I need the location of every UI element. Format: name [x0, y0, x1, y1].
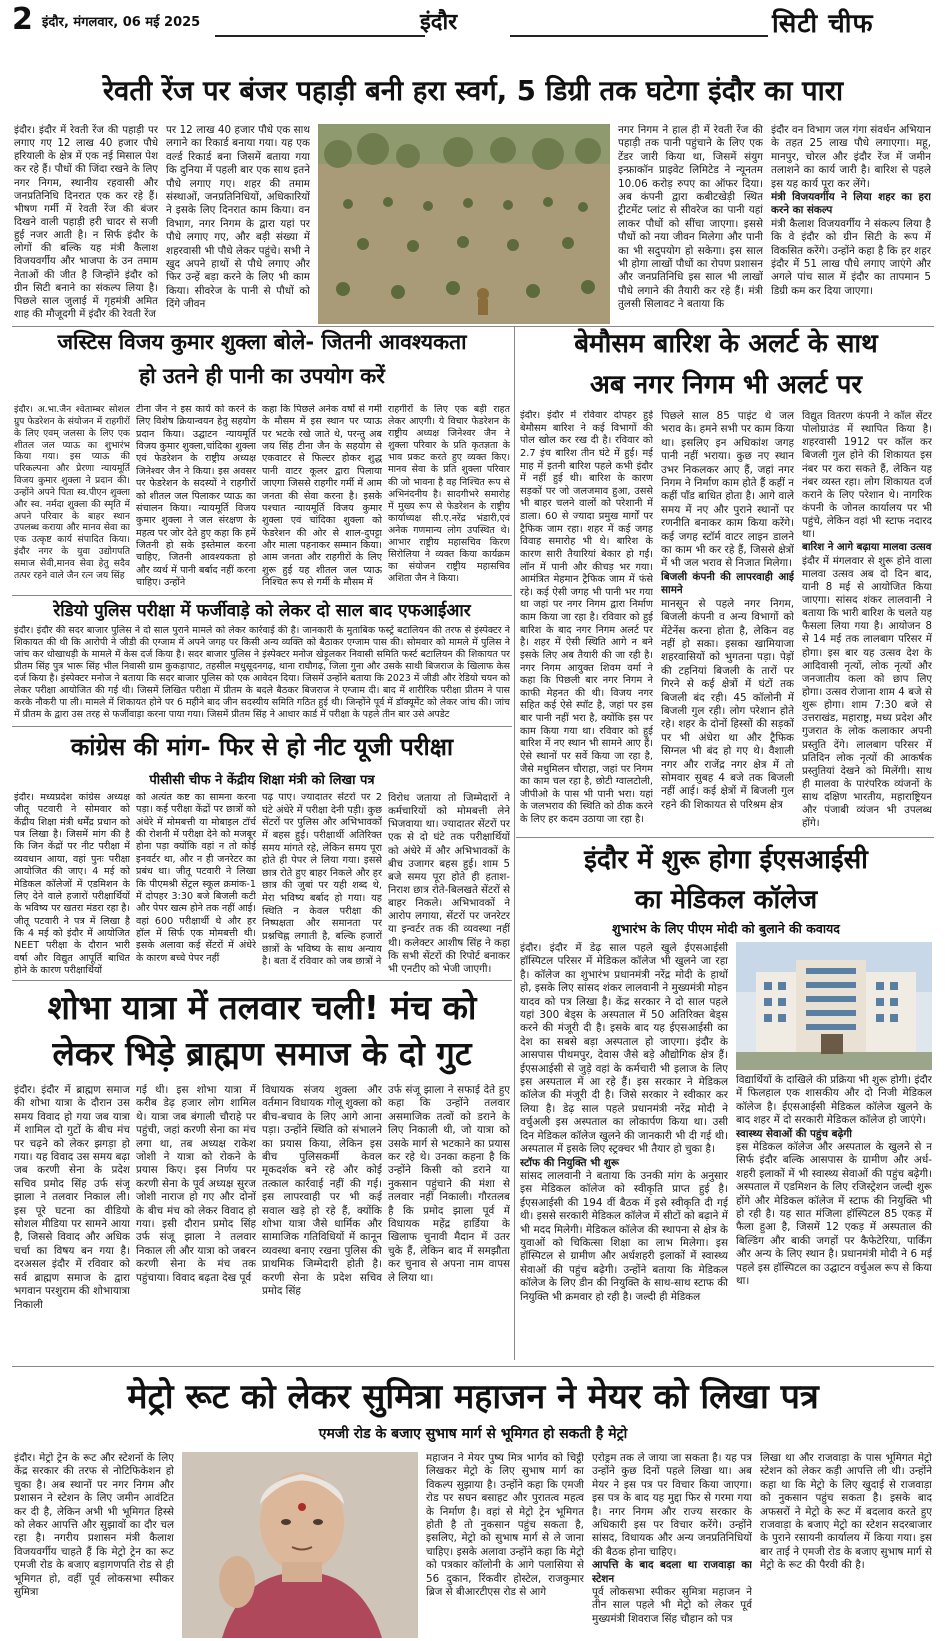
story1-headline: रेवती रेंज पर बंजर पहाड़ी बनी हरा स्वर्ग, 5 डिग्री तक घटेगा इंदौर का पारा: [102, 75, 844, 107]
story8-col1: इंदौर। मेट्रो ट्रेन के रूट और स्टेशनों के लिए केंद्र सरकार की तरफ से नोटिफिकेशन हो चुका है। अब स्थानों पर नगर निगम और प्रशासन ने स्टेशन के लिए जमीन आवंटित कर दी है, लेकिन अभी भी भूमिगत हिस्से को लेकर आपत्ति और सुझावों का दौर चल रहा है। नगरीय प्रशासन मंत्री कैलाश विजयवर्गीय चाहते हैं कि मेट्रो ट्रेन का रूट एमजी रोड के बजाए बड़ागणपति रोड से ही भूमिगत हो, वहीं पूर्व लोकसभा स्पीकर सुमित्रा: [14, 1452, 174, 1599]
separator-story1: [12, 326, 934, 327]
story4-subhead: पीसीसी चीफ ने केंद्रीय शिक्षा मंत्री को लिखा पत्र: [149, 773, 375, 788]
separator-vertical-mid: [514, 326, 515, 1360]
story8-col4-wrap: [592, 1452, 752, 1638]
story8-col3: महाजन ने मेयर पुष्य मित्र भार्गव को चिट्ठी लिखकर मेट्रो के लिए सुभाष मार्ग का विकल्प सुझाया है। उन्होंने कहा कि एमजी रोड पर सघन बसाहट और पुरातत्व महत्व के निर्माण है। वहां से मेट्रो ट्रेन भूमिगत होती है तो नुकसान पहुंच सकता है, इसलिए, मेट्रो को सुभाष मार्ग से ले जाना चाहिए। इसके अलावा उन्होंने कहा कि मेट्रो को पत्रकार कॉलोनी के आगे पलासिया से 56 दुकान, रिंकवीर होस्टेल, राजकुमार ब्रिज से बीआरटीएस रोड से आगे: [426, 1452, 584, 1599]
story8-portrait-photo: [182, 1452, 418, 1638]
story6-col1-wrap: [520, 942, 728, 1360]
story1-col1: इंदौर। इंदौर में रेवती रेंज की पहाड़ी पर लगाए गए 12 लाख 40 हजार पौधे हरियाली के क्षेत्र में एक नई मिसाल पेश कर रहे हैं। पौधों की जिंदा रखने के लिए नगर निगम, स्थानीय रहवासी और जनप्रतिनिधि दिनरात एक कर रहे हैं। भीषण गर्मी में रेवती रेंज की बंजर दिखने वाली पहाड़ी हरी चादर से सजी हुई नजर आती है। न सिर्फ इंदौर के लोगों की बल्कि यह मंत्री कैलाश विजयवर्गीय और भाजपा के उन तमाम नेताओं की जीत है जिन्होंने इंदौर को ग्रीन सिटी बनाने का संकल्प लिया है। पिछले साल जुलाई में गृहमंत्री अमित शाह की मौजूदगी में इंदौर की रेवती रेंज: [14, 125, 158, 320]
story5-col3-subhead: बारिश ने आगे बढ़ाया मालवा उत्सव: [802, 542, 932, 554]
separator-story7: [12, 980, 512, 981]
story4-col4: विरोध जताया तो जिम्मेदारों ने कर्मचारियों को मोमबत्ती लेने भिजवाया था। ज्यादातर सेंटरों पर एक से दो घंटे तक परीक्षार्थियों को अंधेरे में और अभिभावकों के बीच उजागर बहस हुई। शाम 5 बजे समय पूरा होते ही हताश-निराश छात्र रोते-बिलखते सेंटरों से बाहर निकले। अभिभावकों ने आरोप लगाया, सेंटरों पर जनरेटर या इन्वर्टर तक की व्यवस्था नहीं थी। कलेक्टर आशीष सिंह ने कहा कि सभी सेंटरों की रिपोर्ट बनाकर भी एनटीए को भेजी जाएगी।: [388, 793, 510, 975]
brand-logo: सिटी चीफ: [772, 9, 874, 39]
story4-col1: इंदौर। मध्यप्रदेश कांग्रेस अध्यक्ष जीतू पटवारी ने सोमवार को केंद्रीय शिक्षा मंत्री धर्मेंद्र प्रधान को पत्र लिखा है। जिसमें मांग की है कि जिन केंद्रों पर नीट परीक्षा में व्यवधान आया, वहां पुनः परीक्षा आयोजित की जाए। 4 मई को मेडिकल कॉलेजों में एडमिशन के लिए देने वाले हजारों परीक्षार्थियों के भविष्य पर खतरा मंडरा रहा है। जीतू पटवारी ने पत्र में लिखा है कि 4 मई को इंदौर में आयोजित NEET परीक्षा के दौरान भारी वर्षा और विद्युत आपूर्ति बाधित होने के कारण परीक्षार्थियों: [14, 792, 130, 976]
story5-col1: इंदौर। इंदौर में रविवार दोपहर हुई बेमौसम बारिश ने कई विभागों की पोल खोल कर रख दी है। रविवार को 2.7 इंच बारिश तीन घंटे में हुई। मई माह में इतनी बारिश पहले कभी इंदौर में नहीं हुई थी। बारिश के कारण सड़कों पर जो जलजमाव हुआ, उससे भी बाहर चलने वालों को परेशानी में डाला। 60 से ज्यादा प्रमुख मार्गों पर ट्रैफिक जाम रहा। शहर में कई जगह विवाह समारोह भी थे। बारिश के कारण सारी तैयारियां बेकार हो गईं। लॉन में पानी और कीचड़ भर गया। आमंत्रित मेहमान ट्रैफिक जाम में फंसे रहे। कई ऐसी जगह भी पानी भर गया था जहां पर नगर निगम द्वारा निर्माण काम किया जा रहा है। रविवार को हुई बारिश के बाद नगर निगम अलर्ट पर है। शहर में ऐसी स्थिति आगे न बने इसके लिए अब तैयारी की जा रही है। नगर निगम आयुक्त शिवम वर्मा ने कहा कि पिछली बार नगर निगम ने काफी मेहनत की थी। विजय नगर सहित कई ऐसे स्पॉट है, जहां पर इस बार पानी नहीं भरा है, क्योंकि इस पर काम किया गया था। रविवार को हुई बारिश में नए स्थान भी सामने आए हैं। ऐसे स्थानों पर सर्वे किया जा रहा है, जैसे मधुमिलन चौराहा, जहां पर निगम का काम चल रहा है, छोटी ग्वालटोली, जीपीओ के पास भी पानी भरा। यहां के जलभराव की स्थिति को ठीक करने के लिए हर कदम उठाया जा रहा है।: [520, 410, 653, 825]
story4-col3: पढ़ पाए। ज्यादातर सेंटरों पर 2 घंटे अंधेरे में परीक्षा देनी पड़ी। कुछ सेंटरों पर पुलिस और अभिभावकों में बहस हुई। परीक्षार्थी अतिरिक्त समय मांगते रहे, लेकिन समय पूरा होते ही पेपर ले लिया गया। इससे छात्र रोते हुए बाहर निकले और हर छात्र की जुबां पर यही शब्द थे, मेरा भविष्य बर्बाद हो गया। यह स्थिति न केवल परीक्षा की निष्पक्षता और समानता पर प्रश्नचिह्न लगाती है, बल्कि हजारों छात्रों के भविष्य के साथ अन्याय है। बता दें रविवार को जब छात्रों ने: [262, 792, 382, 968]
story5-col2-text: पिछले साल 85 पाइंट थे जल भराव के। हमने सभी पर काम किया था। इसलिए इन अधिकांश जगह पानी नहीं भराया। कुछ नए स्थान उभर निकलकर आए हैं, जहां नगर निगम ने निर्माण काम होते हैं कहीं न कहीं पाँड बाधित होता है। आगे वाले समय में नए और पुराने स्थानों पर रणनीति बनाकर काम किया करेंगे। कई जगह स्टॉर्म वाटर लाइन डालने का काम भी कर रहे हैं, जिससे क्षेत्रों में भी जल भराव से निजात मिलेगा।: [661, 410, 794, 570]
story3-body: इंदौर। इंदौर की सदर बाजार पुलिस ने दो साल पुराने मामले को लेकर कार्रवाई की है। जानकारी के मुताबिक फर्स्ट्र बटालियन की तरफ से इंस्पेक्टर ने शिकायत की थी कि आरोपी ने जीडी की एग्जाम में अपने जगह पर किसी अन्य व्यक्ति को बैठाकर एग्जाम पास की। सोमवार को मामले में पुलिस ने जांच कर धोखाधड़ी के मामले में केस दर्ज किया है। सदर बाजार पुलिस ने इंस्पेक्टर मनोज खेड़ूलकर निवासी समिति फर्स्ट बटालियन की शिकायत पर प्रीतम सिंह पुत्र भारू सिंह भील निवासी ग्राम कुकड़ापाट, तहसील मधुसूदनगढ़, थाना राघौगढ़, जिला गुना और उसके साथी बिजराज के खिलाफ केस दर्ज किया है। इंस्पेक्टर मनोज ने बताया कि सदर बाजार पुलिस को एक आवेदन दिया। जिसमें उन्होंने बताया कि 2023 में जीडी और रेडियो चयन को लेकर परीक्षा आयोजित की गई थी। जिसमें लिखित परीक्षा में प्रीतम के बदले बैठकर बिजराज ने एग्जाम दी। बाद में शारीरिक परीक्षा प्रीतम ने पास करके नौकरी पा ली। मामले में शिकायत होने पर 6 महीने बाद जीन सदस्यीय समिति गठित हुई थी। जिन्होंने पूर्व में डॉक्यूमेंट को लेकर जांच की। जांच में प्रीतम के द्वारा उस तरह से फर्जीवाड़ा करना पाया गया। जिसमें प्रीतम सिंह ने आधार कार्ड में परीक्षा के पहले तीन बार उसे अपडेट: [14, 625, 510, 720]
story8-subhead: एमजी रोड के बजाए सुभाष मार्ग से भूमिगत हो सकती है मेट्रो: [318, 1426, 628, 1442]
story6-headline-line2: का मेडिकल कॉलेज: [634, 885, 818, 915]
story5-col2-rest: मानसून से पहले नगर निगम, बिजली कंपनी व अन्य विभागों को मेंटेनेंस करना होता है, लेकिन वह नहीं हो सका। इसका खामियाजा शहरवासियों को भुगतना पड़ा। पेड़ों की टहनियां बिजली के तारों पर गिरने से कई क्षेत्रों में घंटों तक बिजली बंद रही। 45 कॉलोनी में बिजली गुल रही। लोग परेशान होते रहे। शहर के दोनों हिस्सों की सड़कों पर भी अंधेरा था और ट्रैफिक सिग्नल भी बंद हो गए थे। वैशाली नगर और राजेंद्र नगर क्षेत्र में तो सोमवार सुबह 4 बजे तक बिजली नहीं आई। कई क्षेत्रों में बिजली गुल रहने की शिकायत से परिश्रम क्षेत्र: [661, 597, 794, 811]
story5-col2-wrap: [661, 410, 794, 834]
story1-col5-rest: मंत्री कैलाश विजयवर्गीय ने संकल्प लिया है कि वे इंदौर को ग्रीन सिटी के रूप में विकसित करेंगे। उन्होंने कहा है कि हर शहर इंदौर में 51 लाख पौधे लगाए जाएंगे और अगले पांच साल में इंदौर का तापमान 5 डिग्री कम कर दिया जाएगा।: [771, 217, 931, 297]
story1-col5-text: इंदौर वन विभाग जल गंगा संवर्धन अभियान के तहत 25 लाख पौधे लगाएगा। महू, मानपुर, चोरल और इंदौर रेंज में जमीन तलाशने का कार्य जारी है। बारिश से पहले इस यह कार्य पूरा कर लेंगे।: [771, 124, 931, 190]
separator-story6: [516, 837, 934, 838]
story5-headline-line2: अब नगर निगम भी अलर्ट पर: [589, 370, 863, 400]
story6-hospital-photo: [736, 942, 932, 1070]
story6-image-caption: विद्यार्थियों के दाखिले की प्रक्रिया भी शुरू होगी। इंदौर में फिलहाल एक शासकीय और दो निजी मेडिकल कॉलेज है। ईएसआईसी मेडिकल कॉलेज खुलने के बाद शहर में दो सरकारी मेडिकल कॉलेज हो जाएंगे।: [736, 1074, 932, 1127]
story2-col4: राहगीरों के लिए एक बड़ी राहत लेकर आएगी। ये विचार फेडरेशन के राष्ट्रीय अध्यक्ष जिनेश्वर जैन ने शुक्ला परिवार के प्रति कृतज्ञता के भाव प्रकट करते हुए व्यक्त किए। मानव सेवा के प्रति शुक्ला परिवार की जो भावना है वह निश्चित रूप से अभिनंदनीय है। सादगीभरे समारोह में मुख्य रूप से फेडरेशन के राष्ट्रीय कार्याध्यक्ष सी.ए.नरेंद्र भंडारी,एवं अनेक गणमान्य लोग उपस्थित थे। आभार राष्ट्रीय महासचिव किरण सिरोलिया ने व्यक्त किया कार्यक्रम का संयोजन राष्ट्रीय महासचिव अशिता जैन ने किया।: [388, 404, 510, 585]
story2-col3: कहा कि पिछले अनेक वर्षों से गर्मी के मौसम में इस स्थान पर प्याऊ पर भटके रखे जाते थे, परन्तु अब जय सिंह टीना जैन के सहयोग से एकवाटर से फिल्टर होकर शुद्ध पानी वाटर कूलर द्वारा पिलाया जाएगा जिससे राहगीर गर्मी में आम जनता की सेवा करना है। इसके पश्चात न्यायमूर्ति विजय कुमार शुक्ला एवं चांदिका शुक्ला को फेडरेशन की ओर से शाल-दुपट्टा और माला पहनाकर सम्मान किया। आम जनता और राहगीरों के लिए शुरू हुई यह शीतल जल प्याऊ निश्चित रूप से गर्मी के मौसम में: [262, 404, 382, 589]
story7-col1: इंदौर। इंदौर में ब्राह्मण समाज की शोभा यात्रा के दौरान उस समय विवाद हो गया जब यात्रा में शामिल दो गुटों के बीच मंच पर चढ़ने को लेकर झगड़ा हो गया। यह विवाद उस समय बढ़ा जब करणी सेना के प्रदेश सचिव प्रमोद सिंह उर्फ संजू झाला ने तलवार निकाल ली। इस पूरे घटना का वीडियो सोशल मीडिया पर सामने आया है, जिससे विवाद और अधिक चर्चा का विषय बन गया है। दरअसल इंदौर में रविवार को सर्व ब्राह्मण समाज के द्वारा भगवान परशुराम की शोभायात्रा निकाली: [14, 1084, 130, 1311]
separator-story3: [12, 595, 512, 596]
story7-col3: विधायक संजय शुक्ला और वर्तमान विधायक गोलू शुक्ला को बीच-बचाव के लिए आगे आना पड़ा। उन्होंने स्थिति को संभालने का प्रयास किया, लेकिन इस बीच पुलिसकर्मी केवल मूकदर्शक बने रहे और कोई तत्काल कार्रवाई नहीं की गई। इस लापरवाही पर भी कई सवाल खड़े हो रहे हैं, क्योंकि शोभा यात्रा जैसे धार्मिक और सामाजिक गतिविधियों में कानून व्यवस्था बनाए रखना पुलिस की प्राथमिक जिम्मेदारी होती है। करणी सेना के प्रदेश सचिव प्रमोद सिंह: [262, 1084, 382, 1298]
story5-headline-line1: बेमौसम बारिश के अलर्ट के साथ: [574, 329, 878, 359]
hospital-photo-svg: [736, 942, 932, 1070]
story8-col5: लिखा था और राजवाड़ा के पास भूमिगत मेट्रो स्टेशन को लेकर कड़ी आपत्ति ली थी। उन्होंने कहा था कि मेट्रो के लिए खुदाई से राजवाड़ा को नुकसान पहुंच सकता है। इसके बाद अफसरों ने मेट्रो के रूट में बदलाव करते हुए राजवाड़ा के बजाए मेट्रो का स्टेशन सदरबाजार के पुराने रसायनी कार्यालय में किया गया। इस बार ताई ने एमजी रोड के बजाए सुभाष मार्ग से मेट्रो के रूट की पैरवी की है।: [760, 1452, 932, 1572]
story1-col5-wrap: [771, 124, 931, 324]
story4-headline: कांग्रेस की मांग- फिर से हो नीट यूजी परीक्षा: [70, 733, 454, 761]
story1-col4: नगर निगम ने हाल ही में रेवती रेंज की पहाड़ी तक पानी पहुंचाने के लिए एक टेंडर जारी किया था, जिसमें संयुग इन्फ्राकॉन प्राइवेट लिमिटेड ने न्यूनतम 10.06 करोड़ रुपए का ऑफर दिया। अब कंपनी द्वारा कबीटखेड़ी स्थित ट्रीटमेंट प्लांट से सीवरेज का पानी यहां लाकर पौधों को सींचा जाएगा। इससे पौधों को नया जीवन मिलेगा और पानी का भी सदुपयोग हो सकेगा। इस साल भी होगा लाखों पौधों का रोपण प्रशासन और जनप्रतिनिधि इस साल भी लाखों पौधे लगाने की तैयारी कर रहे हैं। मंत्री तुलसी सिलावट ने बताया कि: [618, 124, 763, 311]
story2-headline-line1: जस्टिस विजय कुमार शुक्ला बोले- जितनी आवश्यकता: [57, 330, 467, 354]
story8-col4-text: एरोड्रम तक ले जाया जा सकता है। यह पत्र उन्होंने कुछ दिनों पहले लिखा था। अब मेयर ने इस पत्र पर विचार किया जाएगा। इस पत्र के बाद यह मुद्दा फिर से गरमा गया है। नगर निगम और राज्य सरकार के अधिकारी इस पर विचार करेंगे। उन्होंने सांसद, विधायक और अन्य जनप्रतिनिधियों की बैठक होना चाहिए।: [592, 1452, 752, 1558]
masthead-rule-left: [215, 35, 425, 37]
separator-story4: [12, 726, 512, 727]
story8-headline: मेट्रो रूट को लेकर सुमित्रा महाजन ने मेयर को लिखा पत्र: [127, 1377, 819, 1417]
story6-col2-rest: इस मेडिकल कॉलेज और अस्पताल के खुलने से न सिर्फ इंदौर बल्कि आसपास के ग्रामीण और अर्ध-शहरी इलाकों में भी स्वास्थ्य सेवाओं की पहुंच बढ़ेगी। अस्पताल में एडमिशन के लिए रजिस्ट्रेशन जल्दी शुरू होंगे और मेडिकल कॉलेज में स्टाफ की नियुक्ति भी हो रही है। यह सात मंजिला हॉस्पिटल 85 एकड़ में फैला हुआ है, जिसमें 12 एकड़ में अस्पताल की बिल्डिंग और बाकी जगहों पर कैफेटेरिया, पार्किंग और अन्य के लिए स्थान है। प्रधानमंत्री मोदी ने 6 मई पहले इस हॉस्पिटल का उद्घाटन वर्चुअल रूप से किया था।: [736, 1141, 932, 1288]
story7-col2: गई थी। इस शोभा यात्रा में करीब डेढ़ हजार लोग शामिल थे। यात्रा जब बंगाली चौराहे पर पहुंची, जहां करणी सेना का मंच लगा था, तब अध्यक्ष राकेश जोशी ने यात्रा को रोकने के प्रयास किए। इस निर्णय पर करणी सेना के पूर्व अध्यक्ष सुरज जोशी नाराज हो गए और दोनों के बीच मंच को लेकर विवाद हो गया। इसी दौरान प्रमोद सिंह उर्फ संजू झाला ने तलवार निकाल ली और यात्रा को जबरन करणी सेना के मंच तक पहुंचाया। विवाद बढ़ता देख पूर्व: [136, 1084, 256, 1284]
story6-col1-subhead: स्टॉफ की नियुक्ति भी शुरू: [520, 1156, 619, 1169]
story1-col5-subhead: मंत्री विजयवर्गीय ने लिया शहर का हरा करने का संकल्प: [771, 191, 931, 217]
story3-headline: रेडियो पुलिस परीक्षा में फर्जीवाड़े को लेकर दो साल बाद एफआईआर: [53, 601, 471, 621]
story6-headline-line1: इंदौर में शुरू होगा ईएसआईसी: [584, 845, 868, 875]
plantation-photo-svg: [318, 124, 610, 324]
story8-col4-subhead: आपत्ति के बाद बदला था राजवाड़ा का स्टेशन: [592, 1559, 752, 1585]
page-number: 2: [12, 2, 33, 37]
masthead: [0, 0, 945, 38]
story6-col2-subhead: स्वास्थ्य सेवाओं की पहुंच बढ़ेगी: [736, 1127, 852, 1140]
story6-col1-rest: सांसद लालवानी ने बताया कि उनकी मांग के अनुसार इस मेडिकल कॉलेज को स्वीकृति प्राप्त हुई है। ईएसआईसी की 194 वीं बैठक में इसे स्वीकृति दी गई थी। इससे सरकारी मेडिकल कॉलेज में सीटों को बढ़ाने में भी मदद मिलेगी। मेडिकल कॉलेज की स्थापना से क्षेत्र के युवाओं को चिकित्सा शिक्षा का लाभ मिलेगा। इस हॉस्पिटल से ग्रामीण और अर्धशहरी इलाकों में स्वास्थ्य सेवाओं की पहुंच बढ़ेगी। उन्होंने बताया कि मेडिकल कॉलेज के लिए डीन की नियुक्ति के साथ-साथ स्टाफ की नियुक्ति भी क्रमवार हो रही है। जल्दी ही मेडिकल: [520, 1169, 728, 1303]
story6-col2-wrap: [736, 1074, 932, 1360]
story7-headline-line2: लेकर भिड़े ब्राह्मण समाज के दो गुट: [52, 1034, 472, 1073]
story2-headline-line2: हो उतने ही पानी का उपयोग करें: [139, 364, 385, 388]
story1-col2: पर 12 लाख 40 हजार पौधे एक साथ लगाने का रिकार्ड बनाया गया। यह एक वर्ल्ड रिकार्ड बना जिसमें बताया गया कि दुनिया में पहली बार एक साथ इतने पौधे लगाए गए। शहर की तमाम संस्थाओं, जनप्रतिनिधियों, अधिकारियों ने इसके लिए दिनरात काम किया। वन विभाग, नगर निगम के द्वारा यहां पर पौधे लगाए गए, और बड़ी संख्या में शहरवासी भी पौधे लेकर पहुंचे। सभी ने खुद अपने हाथों से पौधे लगाए और फिर उन्हें बड़ा करने के लिए भी काम किया। सीवरेज के पानी से पौधों को दिंगे जीवन: [166, 124, 310, 311]
story1-plantation-photo: [318, 124, 610, 324]
story2-col2: टीना जैन ने इस कार्य को करने के लिए विशेष क्रियान्वयन हेतु सहयोग प्रदान किया। उद्घाटन न्यायमूर्ति विजय कुमार शुक्ला,चांदिका शुक्ला एवं फेडरेशन के राष्ट्रीय अध्यक्ष जिनेश्वर जैन ने किया। इस अवसर पर फेडरेशन के सदस्यों ने राहगीरों को शीतल जल पिलाकर प्याऊ का संचालन किया। न्यायमूर्ति विजय कुमार शुक्ला ने जल संरक्षण के महत्व पर जोर देते हुए कहा कि हमें जितनी हो सके इस्तेमाल करना चाहिए, जितनी आवश्यकता हो और व्यर्थ में पानी बर्बाद नहीं करना चाहिए। उन्होंने: [136, 404, 256, 589]
story7-col4: उर्फ संजू झाला ने सफाई देते हुए कहा कि उन्होंने तलवार असमाजिक तत्वों को डराने के लिए निकाली थी, जो यात्रा को उसके मार्ग से भटकाने का प्रयास कर रहे थे। उनका कहना है कि उन्होंने किसी को डराने या नुकसान पहुंचाने की मंशा से तलवार नहीं निकाली। गौरतलब है कि प्रमोद झाला पूर्व में विधायक महेंद्र हार्डिया के खिलाफ चुनावी मैदान में उतर चुके हैं, लेकिन बाद में समझौता कर चुनाव से अपना नाम वापस ले लिया था।: [388, 1084, 510, 1284]
story6-subhead: शुभारंभ के लिए पीएम मोदी को बुलाने की कवायद: [612, 921, 840, 936]
story5-col2-subhead: बिजली कंपनी की लापरवाही आई सामने: [661, 570, 794, 597]
story5-col3-text: विद्युत वितरण कंपनी ने कॉल सेंटर पोलोग्राउंड में स्थापित किया है। शहरवासी 1912 पर कॉल कर बिजली गुल होने की शिकायत इस नंबर पर करा सकते हैं, लेकिन यह नंबर व्यस्त रहा। लोग शिकायत दर्ज कराने के लिए परेशान थे। नागरिक कंपनी के जोनल कार्यालय पर भी पहुंचे, लेकिन वहां भी स्टाफ नदारद था।: [802, 411, 932, 541]
story6-col1-text: इंदौर। इंदौर में डेढ़ साल पहले खुले ईएसआईसी हॉस्पिटल परिसर में मेडिकल कॉलेज भी खुलने जा रहा है। कॉलेज का शुभारंभ प्रधानमंत्री नरेंद्र मोदी के हाथों हो, इसके लिए सांसद शंकर लालवानी ने मुख्यमंत्री मोहन यादव को पत्र लिखा है। केंद्र सरकार ने दो साल पहले यहां 300 बेड्स के अस्पताल में 50 अतिरिक्त बेड्स करने की मंजूरी दी है। इसके बाद यह ईएसआईसी का देश का सबसे बड़ा अस्पताल हो जाएगा। इंदौर के आसपास पीथमपुर, देवास जैसे बड़े औद्योगिक क्षेत्र हैं। ईएसआईसी से जुड़े वहां के कर्मचारी भी इलाज के लिए इस अस्पताल में आ रहे हैं। इस सरकार ने मेडिकल कॉलेज की मंजूरी दी है। जिसे सरकार ने स्वीकार कर लिया है। डेढ़ साल पहले प्रधानमंत्री नरेंद्र मोदी ने वर्चुअली इस अस्पताल का लोकार्पण किया था। उसी दिन मेडिकल कॉलेज खुलने की जानकारी भी दी गई थी। अस्पताल में इसके लिए स्ट्रक्चर भी तैयार हो चुका है।: [520, 942, 728, 1156]
section-label: इंदौर: [420, 10, 458, 35]
story5-col3-rest: इंदौर में मंगलवार से शुरू होने वाला मालवा उत्सव अब दो दिन बाद, यानी 8 मई से आयोजित किया जाएगा। सांसद शंकर लालवानी ने बताया कि भारी बारिश के चलते यह फैसला लिया गया है। आयोजन 8 से 14 मई तक लालबाग परिसर में होगा। इस बार यह उत्सव देश के आदिवासी नृत्यों, लोक नृत्यों और जनजातीय कला को छाप लिए होगा। उत्सव रोजाना शाम 4 बजे से शुरू होगा। शाम 7:30 बजे से उत्तराखंड, महाराष्ट्र, मध्य प्रदेश और गुजरात के लोक कलाकार अपनी प्रस्तुति देंगे। लालबाग परिसर में प्रतिदिन लोक नृत्यों की आकर्षक प्रस्तुतियां देखने को मिलेंगी। साथ ही मालवा के पारंपरिक व्यंजनों के साथ दक्षिण भारतीय, महाराष्ट्रियन और पंजाबी व्यंजन भी उपलब्ध होंगे।: [802, 555, 932, 830]
story5-col3-wrap: [802, 410, 932, 834]
portrait-photo-svg: [182, 1452, 418, 1638]
story7-headline-line1: शोभा यात्रा में तलवार चली! मंच को: [47, 988, 477, 1027]
story8-col4-rest: पूर्व लोकसभा स्पीकर सुमित्रा महाजन ने तीन साल पहले भी मेट्रो को लेकर पूर्व मुख्यमंत्री शिवराज सिंह चौहान को पत्र: [592, 1586, 752, 1625]
separator-story8: [12, 1366, 934, 1367]
masthead-rule-right: [510, 35, 768, 37]
story4-col2: को अत्यंत कष्ट का सामना करना पड़ा। कई परीक्षा केंद्रों पर छात्रों को अंधेरे में मोमबत्ती या मोबाइल टॉर्च की रोशनी में परीक्षा देने को मजबूर होना पड़ा क्योंकि वहां न तो कोई इनवर्टर था, और न ही जनरेटर का प्रबंध था। जीतू पटवारी ने लिखा कि पीएमश्री सेंट्रल स्कूल क्रमांक-1 में दोपहर 3:30 बजे बिजली कटी और पेपर खत्म होने तक नहीं आई। वहां 600 परीक्षार्थी थे और हर हॉल में सिर्फ एक मोमबत्ती थी। इसके अलावा कई सेंटरों में अंधेरे के कारण बच्चे पेपर नहीं: [136, 792, 256, 964]
story2-col1: इंदौर। अ.भा.जैन श्वेताम्बर सोशल ग्रुप फेडरेशन के संयोजन में राहगीरों के लिए एवम् जलसा के लिए एक शीतल जल प्याऊ का शुभारंभ किया गया। इस प्याऊ की परिकल्पना और प्रेरणा न्यायमूर्ति विजय कुमार शुक्ला ने प्रदान की। उन्होंने अपने पिता स्व.पीएन शुक्ला और स्व. नर्मदा शुक्ला की स्मृति में अपने परिवार के बाहर स्थान उपलब्ध कराया और मानव सेवा का एक उत्कृष्ट कार्य संपादित किया। इंदौर नगर के युवा उद्योगपति समाज सेवी,मानव सेवा हेतु सदैव तत्पर रहने वाले जैन रत्न जय सिंह: [14, 404, 130, 581]
date-line: इंदौर, मंगलवार, 06 मई 2025: [42, 15, 201, 30]
